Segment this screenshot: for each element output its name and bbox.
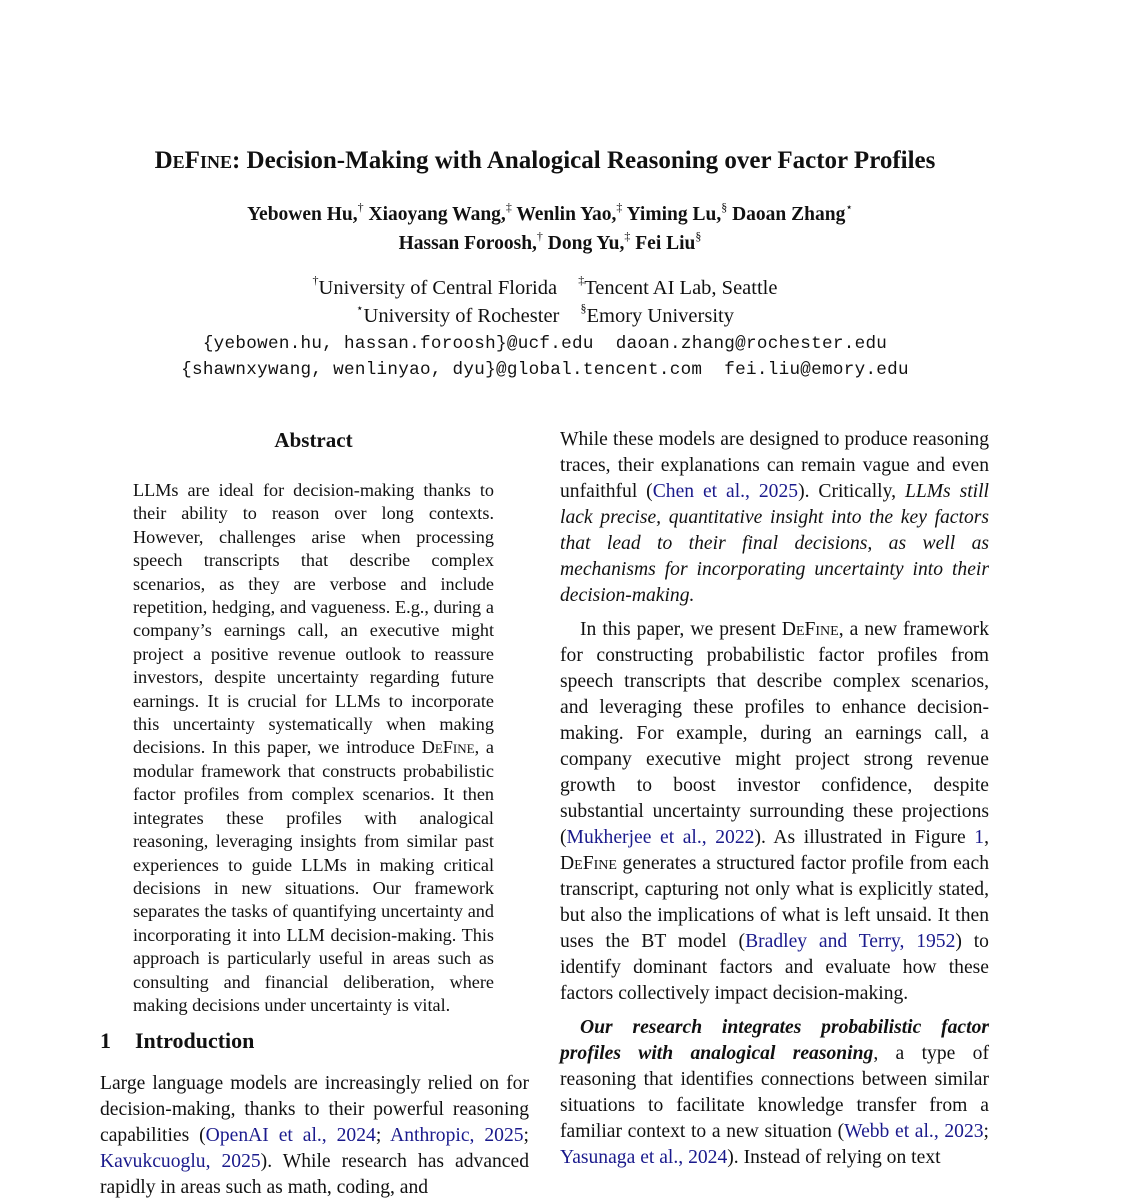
author-line-2 — [0, 229, 1100, 258]
citation-link[interactable]: Webb et al., 2023 — [844, 1121, 984, 1142]
title-rest: : Decision-Making with Analogical Reasoning over Factor Profiles — [231, 147, 936, 174]
affiliation-name: University of Rochester — [363, 305, 560, 327]
paragraph-text: , — [984, 827, 989, 848]
affiliation — [356, 301, 560, 327]
citation-link[interactable]: Chen et al., 2025 — [652, 481, 799, 502]
paragraph-text: ). While research has advanced rapidly in areas such as math, coding, and — [100, 1151, 529, 1198]
email-line-1 — [0, 332, 1090, 358]
affiliation-line-2 — [0, 302, 1090, 330]
abstract-system-name: DeFine — [421, 737, 475, 758]
author-name: Dong Yu, — [547, 233, 625, 254]
system-name: DeFine — [781, 619, 839, 640]
citation-link[interactable]: Anthropic, 2025 — [390, 1125, 524, 1146]
email: {shawnxywang, wenlinyao, dyu}@global.tencent.com — [181, 359, 703, 380]
author-affil-mark: † — [536, 228, 543, 243]
paper-title — [0, 144, 1090, 178]
section-title: Introduction — [135, 1028, 255, 1053]
author-affil-mark: ‡ — [624, 228, 631, 243]
paragraph-text: ). As illustrated in Figure — [754, 827, 975, 848]
paragraph-text: , a new framework for constructing probabilistic factor profiles from speech transcripts that describe complex scenarios, and leveraging these profiles to enhance decision-making. For example, during an earnings call, a company executive might project strong revenue growth to boost investor confidence, despite substantial uncertainty surrounding these projections ( — [560, 619, 989, 848]
author-affil-mark: ⋆ — [845, 199, 853, 214]
paragraph-text: ; — [983, 1121, 989, 1142]
author-affil-mark: † — [357, 199, 364, 214]
affiliation — [312, 273, 558, 299]
bold-italic-text: Our research integrates probabilistic factor profiles with analogical reasoning — [560, 1017, 989, 1064]
affiliation-line-1 — [0, 274, 1090, 302]
title-system-name: DeFine — [154, 147, 232, 174]
figure-ref-link[interactable]: 1 — [974, 827, 985, 848]
paragraph-text: ). Instead of relying on text — [727, 1147, 941, 1168]
affiliation-mark: ⋆ — [356, 301, 364, 316]
author-name: Xiaoyang Wang, — [368, 204, 506, 225]
paragraph-text: generates a structured factor profile from each transcript, capturing not only what is explicitly stated, but also the implications of what is left unsaid. It then uses the BT model ( — [560, 853, 989, 952]
email-line-2 — [0, 358, 1090, 384]
abstract-heading: Abstract — [274, 428, 353, 452]
email: {yebowen.hu, hassan.foroosh}@ucf.edu — [202, 334, 594, 354]
paragraph-text: , a type of reasoning that identifies connections between similar situations to facilitate knowledge transfer from a familiar context to a new situation ( — [560, 1043, 989, 1142]
right-column — [560, 427, 989, 1171]
intro-paragraph — [100, 1071, 529, 1201]
affiliation-name: Tencent AI Lab, Seattle — [584, 277, 778, 299]
affiliations — [0, 274, 1090, 330]
paragraph-text: ). Critically, — [798, 481, 905, 502]
author-affil-mark: ‡ — [616, 199, 623, 214]
paragraph-text: Large language models are increasingly relied on for decision-making, thanks to their powerful reasoning capabilities ( — [100, 1073, 529, 1146]
email: daoan.zhang@rochester.edu — [615, 334, 888, 354]
email-block — [0, 332, 1090, 383]
author-line-1 — [0, 200, 1100, 229]
citation-link[interactable]: OpenAI et al., 2024 — [205, 1125, 376, 1146]
citation-link[interactable]: Bradley and Terry, 1952 — [745, 931, 956, 952]
affiliation — [578, 273, 778, 299]
affiliation — [580, 301, 734, 327]
right-paragraph-3 — [560, 1015, 989, 1171]
paragraph-text: In this paper, we present — [580, 619, 782, 640]
author-name: Hassan Foroosh, — [398, 233, 537, 254]
paragraph-text: ; — [375, 1125, 391, 1146]
section-number: 1 — [100, 1028, 111, 1053]
citation-link[interactable]: Yasunaga et al., 2024 — [560, 1147, 728, 1168]
paragraph-text: While these models are designed to produce reasoning traces, their explanations can remain vague and even unfaithful ( — [560, 429, 989, 502]
author-name: Yebowen Hu, — [247, 204, 358, 225]
author-affil-mark: § — [721, 199, 728, 214]
affiliation-name: Emory University — [586, 305, 734, 327]
author-name: Yiming Lu, — [626, 204, 722, 225]
abstract-text-part: LLMs are ideal for decision-making thanks to their ability to reason over long contexts. However, challenges arise when processing speech transcripts that describe complex scenarios, as they are verbose and include repetition, hedging, and vagueness. E.g., during a company’s earnings call, an executive might project a positive revenue outlook to reassure investors, despite uncertainty regarding future earnings. It is crucial for LLMs to incorporate this uncertainty systematically when making decisions. In this paper, we introduce — [133, 480, 494, 758]
system-name: DeFine — [560, 853, 617, 874]
paragraph-text: ) to identify dominant factors and evaluate how these factors collectively impact decision-making. — [560, 931, 989, 1004]
affiliation-name: University of Central Florida — [318, 277, 558, 299]
email: fei.liu@emory.edu — [724, 359, 909, 380]
right-paragraph-1 — [560, 427, 989, 609]
citation-link[interactable]: Kavukcuoglu, 2025 — [100, 1151, 261, 1172]
abstract-body — [133, 479, 494, 1017]
right-paragraph-2 — [560, 617, 989, 1007]
author-affil-mark: § — [695, 228, 702, 243]
author-name: Wenlin Yao, — [516, 204, 617, 225]
author-list — [0, 200, 1100, 258]
paragraph-text: ; — [523, 1125, 529, 1146]
author-name: Fei Liu — [635, 233, 696, 254]
affiliation-mark: † — [312, 273, 319, 288]
section-heading — [100, 1026, 530, 1056]
affiliation-mark: ‡ — [578, 273, 585, 288]
author-name: Daoan Zhang — [732, 204, 846, 225]
author-affil-mark: ‡ — [505, 199, 512, 214]
affiliation-mark: § — [580, 301, 587, 316]
abstract-text-part: , a modular framework that constructs probabilistic factor profiles from complex scenarios. It then integrates these profiles with analogical reasoning, leveraging insights from similar past experiences to guide LLMs in making critical decisions in new situations. Our framework separates the tasks of quantifying uncertainty and incorporating it into LLM decision-making. This approach is particularly useful in areas such as consulting and financial deliberation, where making decisions under uncertainty is vital. — [133, 737, 495, 1015]
emphasis-text: LLMs still lack precise, quantitative insight into the key factors that lead to their final decisions, as well as mechanisms for incorporating uncertainty into their decision-making. — [560, 481, 989, 606]
citation-link[interactable]: Mukherjee et al., 2022 — [566, 827, 755, 848]
